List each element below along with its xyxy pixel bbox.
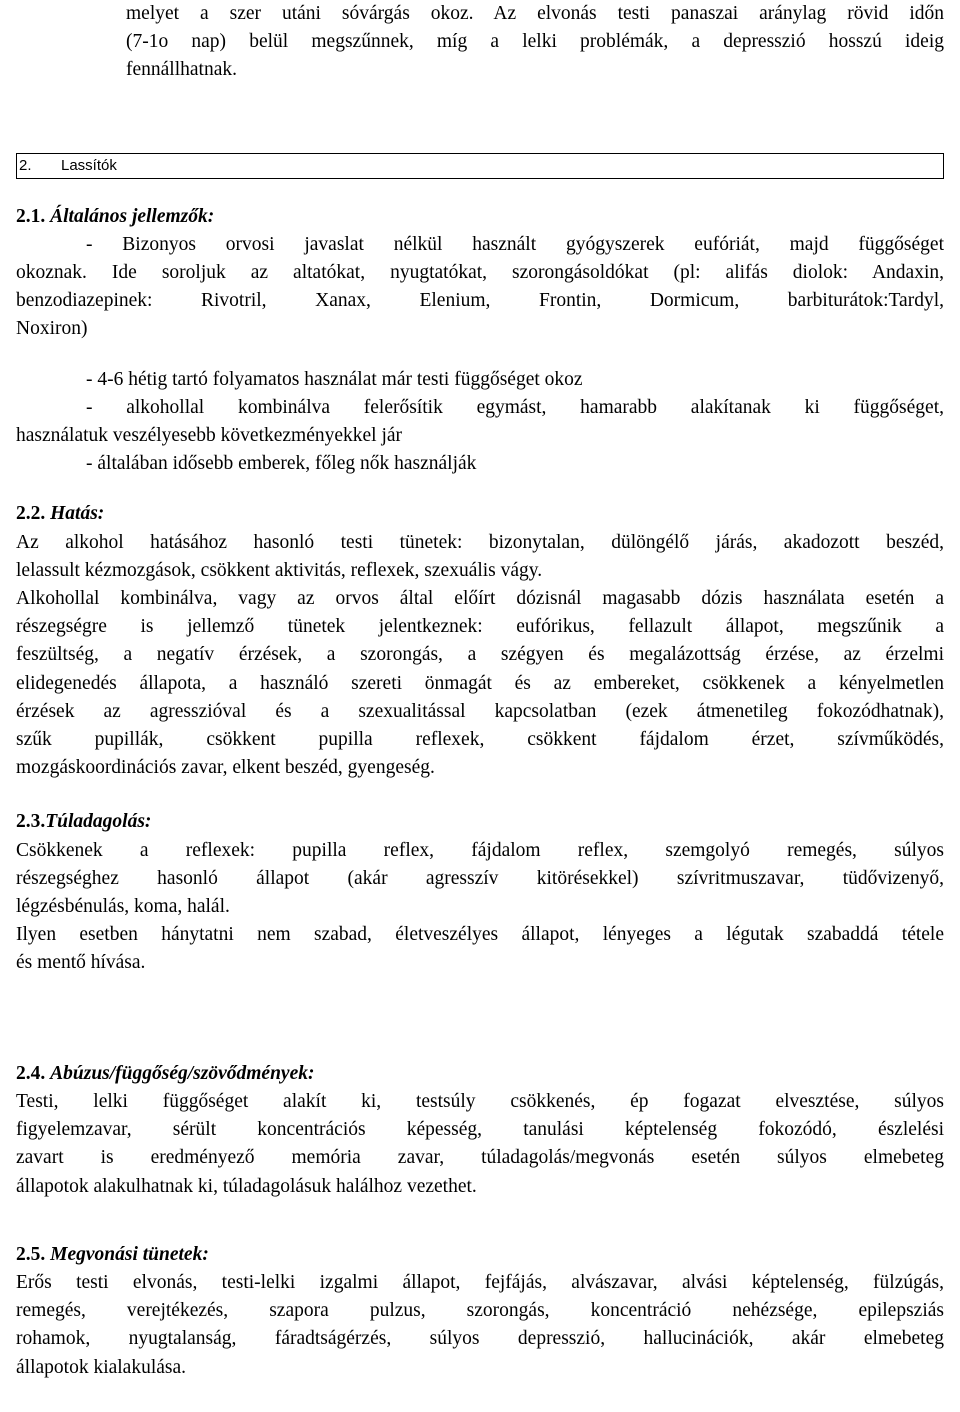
s23-line-1: Csökkenek a reflexek: pupilla reflex, fájdalom reflex, szemgolyó remegés, súlyos bbox=[16, 839, 944, 861]
section-2-3-heading: 2.3.Túladagolás: bbox=[16, 811, 152, 833]
s21-line-1: - Bizonyos orvosi javaslat nélkül használt gyógyszerek eufóriát, majd függőséget bbox=[86, 233, 944, 255]
s24-line-1: Testi, lelki függőséget alakít ki, testsúly csökkenés, ép fogazat elvesztése, súlyos bbox=[16, 1090, 944, 1112]
s22-line-7: érzések az agresszióval és a szexualitással kapcsolatban (ezek átmenetileg fokozódhatnak), bbox=[16, 700, 944, 722]
s23-line-5: és mentő hívása. bbox=[16, 952, 146, 974]
s24-line-2: figyelemzavar, sérült koncentrációs képesség, tanulási képtelenség fokozódó, észlelési bbox=[16, 1119, 944, 1141]
section-2-heading bbox=[16, 153, 944, 179]
document-page bbox=[16, 0, 944, 1382]
s22-line-5: feszültség, a negatív érzések, a szorongás, a szégyen és megalázottság érzése, az érzelmi bbox=[16, 644, 944, 666]
s22-line-9: mozgáskoordinációs zavar, elkent beszéd, gyengeség. bbox=[16, 757, 435, 779]
s22-line-2: lelassult kézmozgások, csökkent aktivitás, reflexek, szexuális vágy. bbox=[16, 559, 543, 581]
s21-bullet-1: - 4-6 hétig tartó folyamatos használat már testi függőséget okoz bbox=[86, 368, 583, 390]
s25-line-1: Erős testi elvonás, testi-lelki izgalmi állapot, fejfájás, alvászavar, alvási képtelenség, fülzúgás, bbox=[16, 1271, 944, 1293]
section-2-5-heading: 2.5. Megvonási tünetek: bbox=[16, 1243, 209, 1265]
section-2-title: Lassítók bbox=[61, 156, 117, 174]
s24-line-4: állapotok alakulhatnak ki, túladagolásuk halálhoz vezethet. bbox=[16, 1175, 477, 1197]
s21-line-4: Noxiron) bbox=[16, 318, 88, 340]
s22-line-8: szűk pupillák, csökkent pupilla reflexek, csökkent fájdalom érzet, szívműködés, bbox=[16, 729, 944, 751]
intro-line-3: fennállhatnak. bbox=[126, 59, 237, 81]
s22-line-4: részegségre is jellemző tünetek jelentkeznek: eufórikus, fellazult állapot, megszűnik a bbox=[16, 616, 944, 638]
section-2-2-heading: 2.2. Hatás: bbox=[16, 503, 105, 525]
s25-line-2: remegés, verejtékezés, szapora pulzus, szorongás, koncentráció nehézsége, epilepsziás bbox=[16, 1300, 944, 1322]
section-2-1-heading: 2.1. Általános jellemzők: bbox=[16, 205, 215, 227]
s24-line-3: zavart is eredményező memória zavar, túladagolás/megvonás esetén súlyos elmebeteg bbox=[16, 1147, 944, 1169]
s22-line-3: Alkohollal kombinálva, vagy az orvos által előírt dózisnál magasabb dózis használata esetén a bbox=[16, 588, 944, 610]
section-2-4-heading: 2.4. Abúzus/függőség/szövődmények: bbox=[16, 1062, 315, 1084]
s23-line-3: légzésbénulás, koma, halál. bbox=[16, 896, 230, 918]
s22-line-6: elidegenedés állapota, a használó szereti önmagát és az embereket, csökkenek a kényelmetlen bbox=[16, 672, 944, 694]
section-2-number: 2. bbox=[19, 156, 32, 174]
s23-line-4: Ilyen esetben hánytatni nem szabad, életveszélyes állapot, lényeges a légutak szabaddá tétele bbox=[16, 924, 944, 946]
s22-line-1: Az alkohol hatásához hasonló testi tünetek: bizonytalan, dülöngélő járás, akadozott beszéd, bbox=[16, 531, 944, 553]
s21-bullet-2-line-2: használatuk veszélyesebb következményekkel jár bbox=[16, 425, 403, 447]
s25-line-4: állapotok kialakulása. bbox=[16, 1356, 187, 1378]
s21-line-3: benzodiazepinek: Rivotril, Xanax, Elenium, Frontin, Dormicum, barbiturátok:Tardyl, bbox=[16, 290, 944, 312]
intro-line-1: melyet a szer utáni sóvárgás okoz. Az elvonás testi panaszai aránylag rövid időn bbox=[126, 3, 944, 24]
s25-line-3: rohamok, nyugtalanság, fáradtságérzés, súlyos depresszió, hallucinációk, akár elmebeteg bbox=[16, 1328, 944, 1350]
s21-bullet-2-line-1: - alkohollal kombinálva felerősítik egymást, hamarabb alakítanak ki függőséget, bbox=[86, 396, 944, 418]
s21-bullet-3: - általában idősebb emberek, főleg nők használják bbox=[86, 453, 477, 475]
s23-line-2: részegséghez hasonló állapot (akár agresszív kitörésekkel) szívritmuszavar, tüdővizenyő, bbox=[16, 867, 944, 889]
s21-line-2: okoznak. Ide soroljuk az altatókat, nyugtatókat, szorongásoldókat (pl: alifás diolok: Andaxin, bbox=[16, 262, 944, 284]
intro-line-2: (7-1o nap) belül megszűnnek, míg a lelki problémák, a depresszió hosszú ideig bbox=[126, 31, 944, 53]
